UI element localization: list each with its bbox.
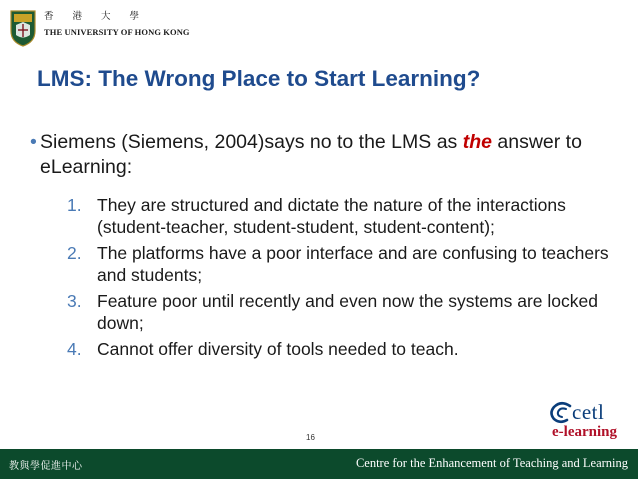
list-item-number: 2. [67, 243, 82, 263]
numbered-list [67, 194, 612, 364]
university-logo [9, 9, 190, 49]
list-item-text: Feature poor until recently and even now the systems are locked down; [97, 291, 598, 333]
bullet-text-after: answer to eLearning: [40, 131, 582, 178]
main-bullet [30, 130, 620, 180]
university-name-cjk: 香 港 大 學 [44, 11, 148, 22]
list-item [67, 290, 612, 334]
list-item [67, 242, 612, 286]
university-name-en: THE UNIVERSITY OF HONG KONG [44, 27, 190, 37]
bullet-emphasis: the [462, 131, 492, 153]
cetl-wordmark: cetl [572, 400, 605, 424]
list-item [67, 194, 612, 238]
slide-title: LMS: The Wrong Place to Start Learning? [37, 66, 481, 91]
cetl-logo [548, 400, 632, 446]
list-item-text: The platforms have a poor interface and are confusing to teachers and students; [97, 243, 609, 285]
list-item-text: Cannot offer diversity of tools needed to teach. [97, 339, 459, 359]
list-item-number: 4. [67, 339, 82, 359]
list-item-number: 1. [67, 195, 82, 215]
hku-crest-icon [9, 9, 37, 47]
footer-bar [0, 449, 638, 479]
page-number: 16 [306, 433, 315, 442]
list-item-number: 3. [67, 291, 82, 311]
bullet-text-before: Siemens (Siemens, 2004)says no to the LMS as [40, 131, 463, 153]
university-name [44, 11, 190, 38]
bullet-marker: • [30, 131, 37, 153]
footer-centre-name: Centre for the Enhancement of Teaching and Learning [355, 456, 628, 470]
list-item [67, 338, 612, 360]
elearning-label: e-learning [552, 424, 617, 440]
footer-cjk-name: 教與學促進中心 [9, 461, 83, 472]
list-item-text: They are structured and dictate the nature of the interactions (student-teacher, student-student, student-content); [97, 195, 566, 237]
